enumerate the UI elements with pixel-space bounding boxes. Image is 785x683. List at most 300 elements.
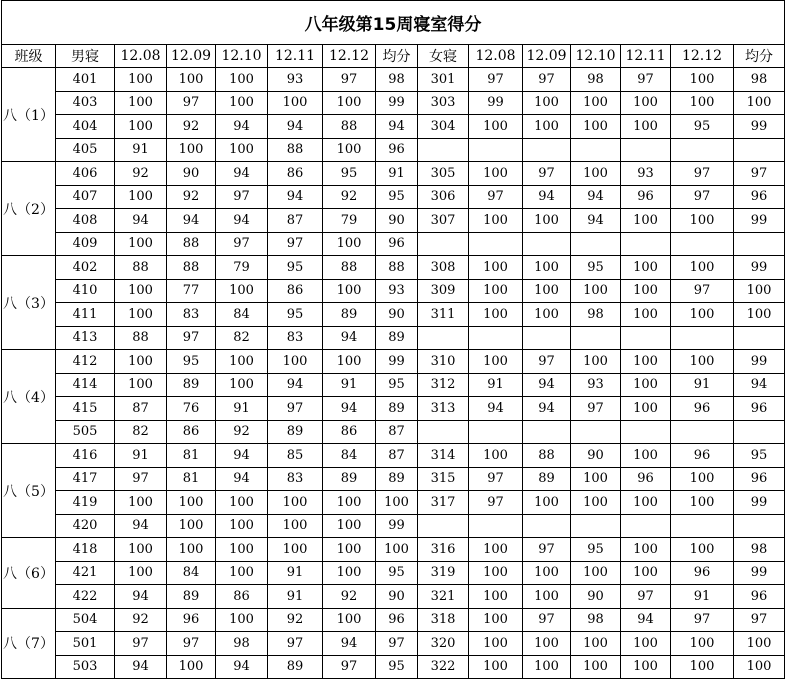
table-row <box>2 115 785 139</box>
score-cell: 100 <box>167 138 216 162</box>
dorm-number-cell: 419 <box>56 491 115 515</box>
table-row <box>2 467 785 491</box>
score-cell: 100 <box>115 538 167 562</box>
score-cell: 100 <box>216 514 268 538</box>
score-cell: 97 <box>734 162 785 186</box>
score-cell <box>523 326 571 350</box>
score-cell: 89 <box>268 655 323 679</box>
score-cell: 100 <box>469 350 523 374</box>
score-cell <box>671 232 734 256</box>
table-row <box>2 514 785 538</box>
score-cell: 96 <box>734 185 785 209</box>
table-row <box>2 91 785 115</box>
score-cell: 88 <box>115 256 167 280</box>
dorm-number-cell: 317 <box>418 491 469 515</box>
score-cell: 93 <box>571 373 621 397</box>
dorm-number-cell: 404 <box>56 115 115 139</box>
score-cell: 82 <box>115 420 167 444</box>
score-cell: 97 <box>671 608 734 632</box>
dorm-number-cell: 319 <box>418 561 469 585</box>
score-cell: 89 <box>167 373 216 397</box>
score-cell: 96 <box>671 397 734 421</box>
score-cell: 95 <box>571 256 621 280</box>
score-cell: 100 <box>621 209 671 233</box>
score-cell: 89 <box>323 303 376 327</box>
score-cell: 97 <box>323 68 376 92</box>
score-cell: 100 <box>469 608 523 632</box>
header-girls-average: 均分 <box>734 45 785 68</box>
header-girls-date-1212: 12.12 <box>671 45 734 68</box>
score-cell: 89 <box>376 467 418 491</box>
header-boys-average: 均分 <box>376 45 418 68</box>
dorm-number-cell: 308 <box>418 256 469 280</box>
score-cell: 100 <box>216 350 268 374</box>
class-name-cell: 八（7） <box>2 608 56 679</box>
table-row <box>2 655 785 679</box>
score-cell: 82 <box>216 326 268 350</box>
score-cell: 96 <box>621 467 671 491</box>
score-cell: 91 <box>115 444 167 468</box>
header-boys-date-1210: 12.10 <box>216 45 268 68</box>
score-cell: 90 <box>571 585 621 609</box>
score-cell: 97 <box>671 162 734 186</box>
score-cell: 96 <box>734 467 785 491</box>
score-cell: 100 <box>469 655 523 679</box>
dorm-number-cell: 418 <box>56 538 115 562</box>
dorm-number-cell: 415 <box>56 397 115 421</box>
score-cell: 100 <box>469 561 523 585</box>
score-cell: 100 <box>469 538 523 562</box>
score-cell: 95 <box>734 444 785 468</box>
dorm-number-cell: 314 <box>418 444 469 468</box>
score-cell: 97 <box>323 655 376 679</box>
score-cell: 84 <box>323 444 376 468</box>
score-cell: 100 <box>323 491 376 515</box>
score-cell: 91 <box>268 585 323 609</box>
score-cell: 87 <box>376 420 418 444</box>
score-cell: 100 <box>671 632 734 656</box>
score-cell: 97 <box>523 538 571 562</box>
score-cell <box>523 514 571 538</box>
score-cell: 88 <box>268 138 323 162</box>
score-cell: 99 <box>376 91 418 115</box>
score-cell: 97 <box>216 185 268 209</box>
score-cell: 94 <box>268 373 323 397</box>
score-cell: 89 <box>376 326 418 350</box>
score-cell: 97 <box>671 185 734 209</box>
score-cell: 96 <box>734 585 785 609</box>
score-cell: 95 <box>376 373 418 397</box>
score-cell: 94 <box>115 585 167 609</box>
score-cell: 84 <box>167 561 216 585</box>
score-cell: 100 <box>734 655 785 679</box>
score-cell: 95 <box>376 655 418 679</box>
table-row <box>2 632 785 656</box>
score-cell: 92 <box>115 608 167 632</box>
score-cell: 100 <box>115 185 167 209</box>
dorm-number-cell: 309 <box>418 279 469 303</box>
score-cell: 100 <box>523 256 571 280</box>
score-cell: 100 <box>523 115 571 139</box>
score-cell: 96 <box>734 397 785 421</box>
score-cell: 100 <box>671 91 734 115</box>
score-cell: 100 <box>571 561 621 585</box>
dorm-number-cell: 406 <box>56 162 115 186</box>
dorm-number-cell: 505 <box>56 420 115 444</box>
dorm-number-cell: 403 <box>56 91 115 115</box>
score-cell: 94 <box>115 209 167 233</box>
score-cell: 91 <box>671 373 734 397</box>
table-row <box>2 350 785 374</box>
dorm-number-cell: 410 <box>56 279 115 303</box>
score-cell: 100 <box>734 279 785 303</box>
score-cell: 84 <box>216 303 268 327</box>
score-cell <box>621 138 671 162</box>
score-cell: 86 <box>323 420 376 444</box>
score-cell: 88 <box>167 256 216 280</box>
score-cell <box>523 138 571 162</box>
header-boys-date-1212: 12.12 <box>323 45 376 68</box>
score-cell: 94 <box>216 162 268 186</box>
score-cell <box>571 514 621 538</box>
score-cell: 99 <box>734 256 785 280</box>
table-row <box>2 538 785 562</box>
score-cell: 100 <box>323 608 376 632</box>
score-cell: 93 <box>268 68 323 92</box>
score-cell: 81 <box>167 467 216 491</box>
score-cell: 100 <box>571 91 621 115</box>
dorm-number-cell <box>418 326 469 350</box>
score-cell: 94 <box>268 185 323 209</box>
score-cell: 94 <box>621 608 671 632</box>
score-cell: 98 <box>376 68 418 92</box>
score-cell: 97 <box>115 632 167 656</box>
score-cell: 100 <box>469 444 523 468</box>
table-row <box>2 68 785 92</box>
score-cell: 100 <box>523 561 571 585</box>
score-cell: 92 <box>323 585 376 609</box>
score-cell: 95 <box>376 185 418 209</box>
score-cell: 95 <box>671 115 734 139</box>
score-cell: 100 <box>621 115 671 139</box>
score-cell <box>734 326 785 350</box>
score-cell: 88 <box>323 256 376 280</box>
score-cell: 100 <box>167 538 216 562</box>
header-class: 班级 <box>2 45 56 68</box>
score-cell: 95 <box>376 561 418 585</box>
score-cell: 91 <box>216 397 268 421</box>
score-cell: 100 <box>115 68 167 92</box>
score-cell: 100 <box>115 91 167 115</box>
dorm-number-cell <box>418 232 469 256</box>
page-title: 八年级第15周寝室得分 <box>2 1 785 45</box>
score-cell: 96 <box>376 138 418 162</box>
score-cell: 96 <box>671 444 734 468</box>
score-cell: 96 <box>621 185 671 209</box>
score-cell: 89 <box>523 467 571 491</box>
dorm-number-cell <box>418 420 469 444</box>
dorm-number-cell: 421 <box>56 561 115 585</box>
score-cell: 79 <box>323 209 376 233</box>
table-row <box>2 397 785 421</box>
score-cell: 96 <box>671 561 734 585</box>
score-cell: 95 <box>571 538 621 562</box>
score-cell: 97 <box>523 162 571 186</box>
score-cell: 95 <box>268 303 323 327</box>
score-cell: 93 <box>376 279 418 303</box>
table-row <box>2 373 785 397</box>
score-cell: 97 <box>268 632 323 656</box>
score-cell: 99 <box>469 91 523 115</box>
dorm-number-cell: 409 <box>56 232 115 256</box>
score-cell: 100 <box>734 303 785 327</box>
dorm-number-cell: 402 <box>56 256 115 280</box>
score-cell: 100 <box>621 655 671 679</box>
score-cell: 89 <box>376 397 418 421</box>
score-cell: 87 <box>268 209 323 233</box>
score-cell: 83 <box>167 303 216 327</box>
score-cell: 76 <box>167 397 216 421</box>
score-cell: 91 <box>268 561 323 585</box>
score-cell: 100 <box>216 608 268 632</box>
score-cell: 94 <box>523 185 571 209</box>
score-cell <box>571 232 621 256</box>
score-cell: 97 <box>671 279 734 303</box>
score-cell: 100 <box>268 514 323 538</box>
header-girls-date-1211: 12.11 <box>621 45 671 68</box>
score-cell: 98 <box>734 68 785 92</box>
score-cell: 100 <box>621 538 671 562</box>
score-cell: 100 <box>571 162 621 186</box>
score-cell: 99 <box>734 561 785 585</box>
score-cell: 83 <box>268 326 323 350</box>
score-cell <box>469 326 523 350</box>
dorm-number-cell: 311 <box>418 303 469 327</box>
score-cell: 100 <box>167 514 216 538</box>
score-cell <box>621 232 671 256</box>
score-cell: 97 <box>469 491 523 515</box>
class-name-cell: 八（4） <box>2 350 56 444</box>
score-cell: 97 <box>734 608 785 632</box>
header-boys-date-1208: 12.08 <box>115 45 167 68</box>
score-cell: 92 <box>268 608 323 632</box>
dorm-number-cell <box>418 138 469 162</box>
score-cell: 100 <box>268 91 323 115</box>
score-cell: 100 <box>523 585 571 609</box>
score-cell: 100 <box>523 209 571 233</box>
score-cell: 94 <box>216 467 268 491</box>
dorm-number-cell: 303 <box>418 91 469 115</box>
header-boys-date-1211: 12.11 <box>268 45 323 68</box>
score-cell: 93 <box>621 162 671 186</box>
table-row <box>2 444 785 468</box>
score-cell: 97 <box>523 608 571 632</box>
score-cell: 100 <box>216 91 268 115</box>
score-cell: 100 <box>115 232 167 256</box>
dorm-number-cell: 504 <box>56 608 115 632</box>
dorm-number-cell: 305 <box>418 162 469 186</box>
score-cell <box>571 420 621 444</box>
score-cell: 100 <box>216 561 268 585</box>
score-cell: 100 <box>216 373 268 397</box>
dorm-number-cell: 306 <box>418 185 469 209</box>
table-row <box>2 256 785 280</box>
score-cell <box>671 420 734 444</box>
score-cell: 86 <box>268 279 323 303</box>
score-cell: 95 <box>167 350 216 374</box>
score-cell: 94 <box>216 655 268 679</box>
score-cell <box>469 420 523 444</box>
score-cell: 97 <box>621 585 671 609</box>
score-cell <box>671 138 734 162</box>
score-cell: 89 <box>167 585 216 609</box>
header-boys-date-1209: 12.09 <box>167 45 216 68</box>
score-cell: 100 <box>621 444 671 468</box>
score-cell: 100 <box>268 491 323 515</box>
score-cell: 100 <box>323 232 376 256</box>
score-cell: 100 <box>268 350 323 374</box>
score-cell: 100 <box>115 115 167 139</box>
score-cell: 100 <box>671 350 734 374</box>
score-cell: 81 <box>167 444 216 468</box>
dorm-number-cell: 503 <box>56 655 115 679</box>
score-cell <box>621 514 671 538</box>
score-cell: 89 <box>323 467 376 491</box>
score-cell: 97 <box>268 397 323 421</box>
score-cell: 94 <box>571 209 621 233</box>
score-cell: 100 <box>671 655 734 679</box>
score-cell: 100 <box>621 256 671 280</box>
dorm-number-cell: 413 <box>56 326 115 350</box>
score-cell: 97 <box>167 91 216 115</box>
score-cell: 98 <box>734 538 785 562</box>
dorm-number-cell: 501 <box>56 632 115 656</box>
score-cell: 100 <box>469 162 523 186</box>
score-cell: 100 <box>167 491 216 515</box>
score-cell: 97 <box>469 185 523 209</box>
score-cell: 91 <box>469 373 523 397</box>
score-cell: 97 <box>469 467 523 491</box>
score-cell: 100 <box>323 514 376 538</box>
header-girls-date-1208: 12.08 <box>469 45 523 68</box>
score-cell: 100 <box>671 303 734 327</box>
score-cell: 97 <box>167 632 216 656</box>
table-row <box>2 185 785 209</box>
score-cell: 89 <box>268 420 323 444</box>
score-cell: 88 <box>376 256 418 280</box>
score-cell: 97 <box>115 467 167 491</box>
score-cell: 94 <box>323 326 376 350</box>
score-cell: 94 <box>115 655 167 679</box>
dorm-number-cell: 411 <box>56 303 115 327</box>
score-cell: 100 <box>323 538 376 562</box>
score-cell: 96 <box>376 232 418 256</box>
table-row <box>2 326 785 350</box>
score-cell: 100 <box>571 350 621 374</box>
score-cell: 92 <box>216 420 268 444</box>
score-cell: 100 <box>621 397 671 421</box>
table-body <box>2 1 785 679</box>
score-cell: 92 <box>167 185 216 209</box>
score-cell: 87 <box>115 397 167 421</box>
score-cell: 97 <box>523 68 571 92</box>
score-cell: 100 <box>167 68 216 92</box>
score-cell: 94 <box>523 373 571 397</box>
score-cell: 99 <box>376 514 418 538</box>
score-cell: 94 <box>523 397 571 421</box>
dorm-number-cell: 401 <box>56 68 115 92</box>
score-cell: 97 <box>621 68 671 92</box>
score-cell <box>571 326 621 350</box>
dorm-number-cell: 307 <box>418 209 469 233</box>
score-cell <box>469 138 523 162</box>
score-cell: 100 <box>571 467 621 491</box>
dorm-number-cell: 408 <box>56 209 115 233</box>
header-girls-dorm: 女寝 <box>418 45 469 68</box>
score-cell: 98 <box>571 608 621 632</box>
score-cell: 100 <box>469 632 523 656</box>
score-cell: 90 <box>167 162 216 186</box>
score-cell: 99 <box>376 350 418 374</box>
score-cell: 100 <box>216 491 268 515</box>
score-cell: 94 <box>734 373 785 397</box>
score-cell: 95 <box>268 256 323 280</box>
score-cell: 99 <box>734 115 785 139</box>
score-cell: 100 <box>115 373 167 397</box>
score-cell: 100 <box>376 491 418 515</box>
score-cell: 100 <box>323 91 376 115</box>
score-cell: 86 <box>167 420 216 444</box>
score-cell: 91 <box>671 585 734 609</box>
table-row <box>2 585 785 609</box>
score-cell: 100 <box>469 115 523 139</box>
score-cell: 86 <box>216 585 268 609</box>
score-cell <box>671 514 734 538</box>
score-cell: 97 <box>376 632 418 656</box>
dorm-number-cell: 405 <box>56 138 115 162</box>
score-cell: 100 <box>671 68 734 92</box>
table-row <box>2 138 785 162</box>
header-girls-date-1210: 12.10 <box>571 45 621 68</box>
score-cell: 99 <box>734 350 785 374</box>
score-cell: 97 <box>216 232 268 256</box>
score-cell: 100 <box>469 279 523 303</box>
table-row <box>2 162 785 186</box>
score-cell: 94 <box>216 115 268 139</box>
score-cell: 100 <box>734 632 785 656</box>
score-cell: 100 <box>671 256 734 280</box>
score-cell <box>734 138 785 162</box>
score-cell: 100 <box>115 303 167 327</box>
score-cell: 100 <box>523 655 571 679</box>
score-cell: 88 <box>323 115 376 139</box>
score-cell <box>621 420 671 444</box>
score-cell <box>734 514 785 538</box>
score-cell: 94 <box>167 209 216 233</box>
score-cell: 100 <box>571 632 621 656</box>
score-cell: 94 <box>216 444 268 468</box>
dorm-number-cell: 422 <box>56 585 115 609</box>
score-cell: 91 <box>376 162 418 186</box>
score-cell: 100 <box>167 655 216 679</box>
score-cell: 100 <box>469 256 523 280</box>
score-cell <box>523 420 571 444</box>
score-cell: 94 <box>115 514 167 538</box>
score-cell: 100 <box>523 491 571 515</box>
score-cell: 100 <box>571 655 621 679</box>
score-cell: 94 <box>323 632 376 656</box>
score-cell: 100 <box>734 91 785 115</box>
